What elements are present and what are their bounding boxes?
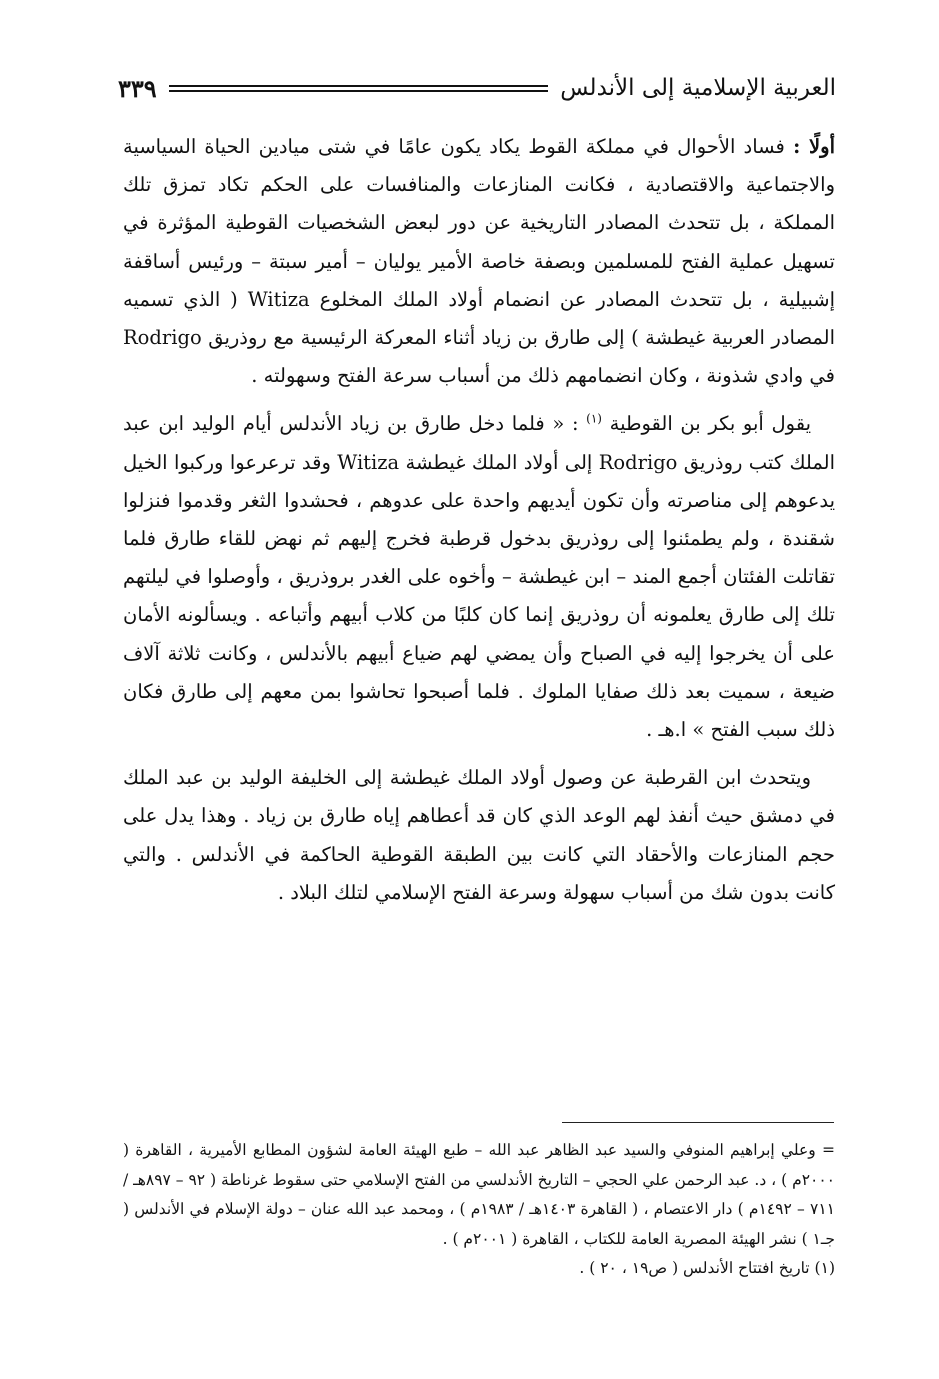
- header-title: العربية الإسلامية إلى الأندلس: [560, 75, 836, 101]
- footnote-1: (١) تاريخ افتتاح الأندلس ( ص١٩ ، ٢٠ ) .: [579, 1259, 835, 1277]
- running-header: [118, 68, 836, 108]
- paragraph-1-text: فساد الأحوال في مملكة القوط يكاد يكون عامًا في شتى ميادين الحياة السياسية والاجتماعية والاقتصادية ، فكانت المنازعات والمنافسات على الحكم تكاد تمزق تلك المملكة ، بل تتحدث المصادر التاريخية عن دور لبعض الشخصيات القوطية المؤثرة في تسهيل عملية الفتح للمسلمين وبصفة خاصة الأمير يوليان – أمير سبتة – ورئيس أساقفة إشبيلية ، بل تتحدث المصادر عن انضمام أولاد الملك المخلوع Witiza ( الذي تسميه المصادر العربية غيطشة ) إلى طارق بن زياد أثناء المعركة الرئيسية مع روذريق Rodrigo في وادي شذونة ، وكان انضمامهم ذلك من أسباب سرعة الفتح وسهولته .: [123, 135, 835, 388]
- footnote-ref-1: (١): [586, 411, 602, 426]
- footnote-separator: [562, 1122, 834, 1123]
- footnote-continued: = وعلي إبراهيم المنوفي والسيد عبد الظاهر عبد الله – طبع الهيئة العامة لشؤون المطابع الأميرية ، القاهرة ( ٢٠٠٠م ) ، د. عبد الرحمن علي الحجي – التاريخ الأندلسي من الفتح الإسلامي حتى سقوط غرناطة ( ٩٢ – ٨٩٧هـ / ٧١١ – ١٤٩٢م ) دار الاعتصام ، ( القاهرة ١٤٠٣هـ / ١٩٨٣م ) ، ومحمد عبد الله عنان – دولة الإسلام في الأندلس ( جـ١ ) نشر الهيئة المصرية العامة للكتاب ، القاهرة ( ٢٠٠١م ) .: [123, 1141, 835, 1248]
- paragraph-1-lead: أولًا :: [793, 135, 835, 158]
- page-number: ٣٣٩: [118, 73, 157, 103]
- footnotes: [123, 1136, 835, 1284]
- paragraph-2-start: يقول أبو بكر بن القوطية: [609, 412, 811, 436]
- paragraph-2-text: : « فلما دخل طارق بن زياد الأندلس أيام الوليد ابن عبد الملك كتب روذريق Rodrigo إلى أولاد الملك غيطشة Witiza وقد ترعرعوا وركبوا الخيل يدعوهم إلى مناصرته وأن تكون أيديهم واحدة على عدوهم ، فحشدوا الثغر وقدموا فنزلوا شقندة ، ولم يطمئنوا إلى روذريق بدخول قرطبة فخرج إليهم ثم نهض للقاء طارق فلما تقاتلت الفئتان أجمع المند – ابن غيطشة – وأخوه على الغدر بروذريق ، وأوصلوا في ليلتهم تلك إلى طارق يعلمونه أن روذريق إنما كان كلبًا من كلاب أبيهم وأتباعه . ويسألونه الأمان على أن يخرجوا إليه في الصباح وأن يمضي لهم ضياع أبيهم بالأندلس ، وكانت ثلاثة آلاف ضيعة ، سميت بعد ذلك صفايا الملوك . فلما أصبحوا تحاشوا بمن معهم إلى طارق فكان ذلك سبب الفتح » ا.هـ .: [123, 412, 835, 742]
- paragraph-1: [123, 128, 835, 395]
- paragraph-2: [123, 405, 835, 749]
- header-rule: [169, 85, 549, 92]
- paragraph-3: [123, 759, 835, 912]
- main-text: [123, 128, 835, 922]
- paragraph-3-text: ويتحدث ابن القرطبة عن وصول أولاد الملك غيطشة إلى الخليفة الوليد بن عبد الملك في دمشق حيث أنفذ لهم الوعد الذي كان قد أعطاهم إياه طارق بن زياد . وهذا يدل على حجم المنازعات والأحقاد التي كانت بين الطبقة القوطية الحاكمة في الأندلس . والتي كانت بدون شك من أسباب سهولة وسرعة الفتح الإسلامي لتلك البلاد .: [123, 766, 835, 904]
